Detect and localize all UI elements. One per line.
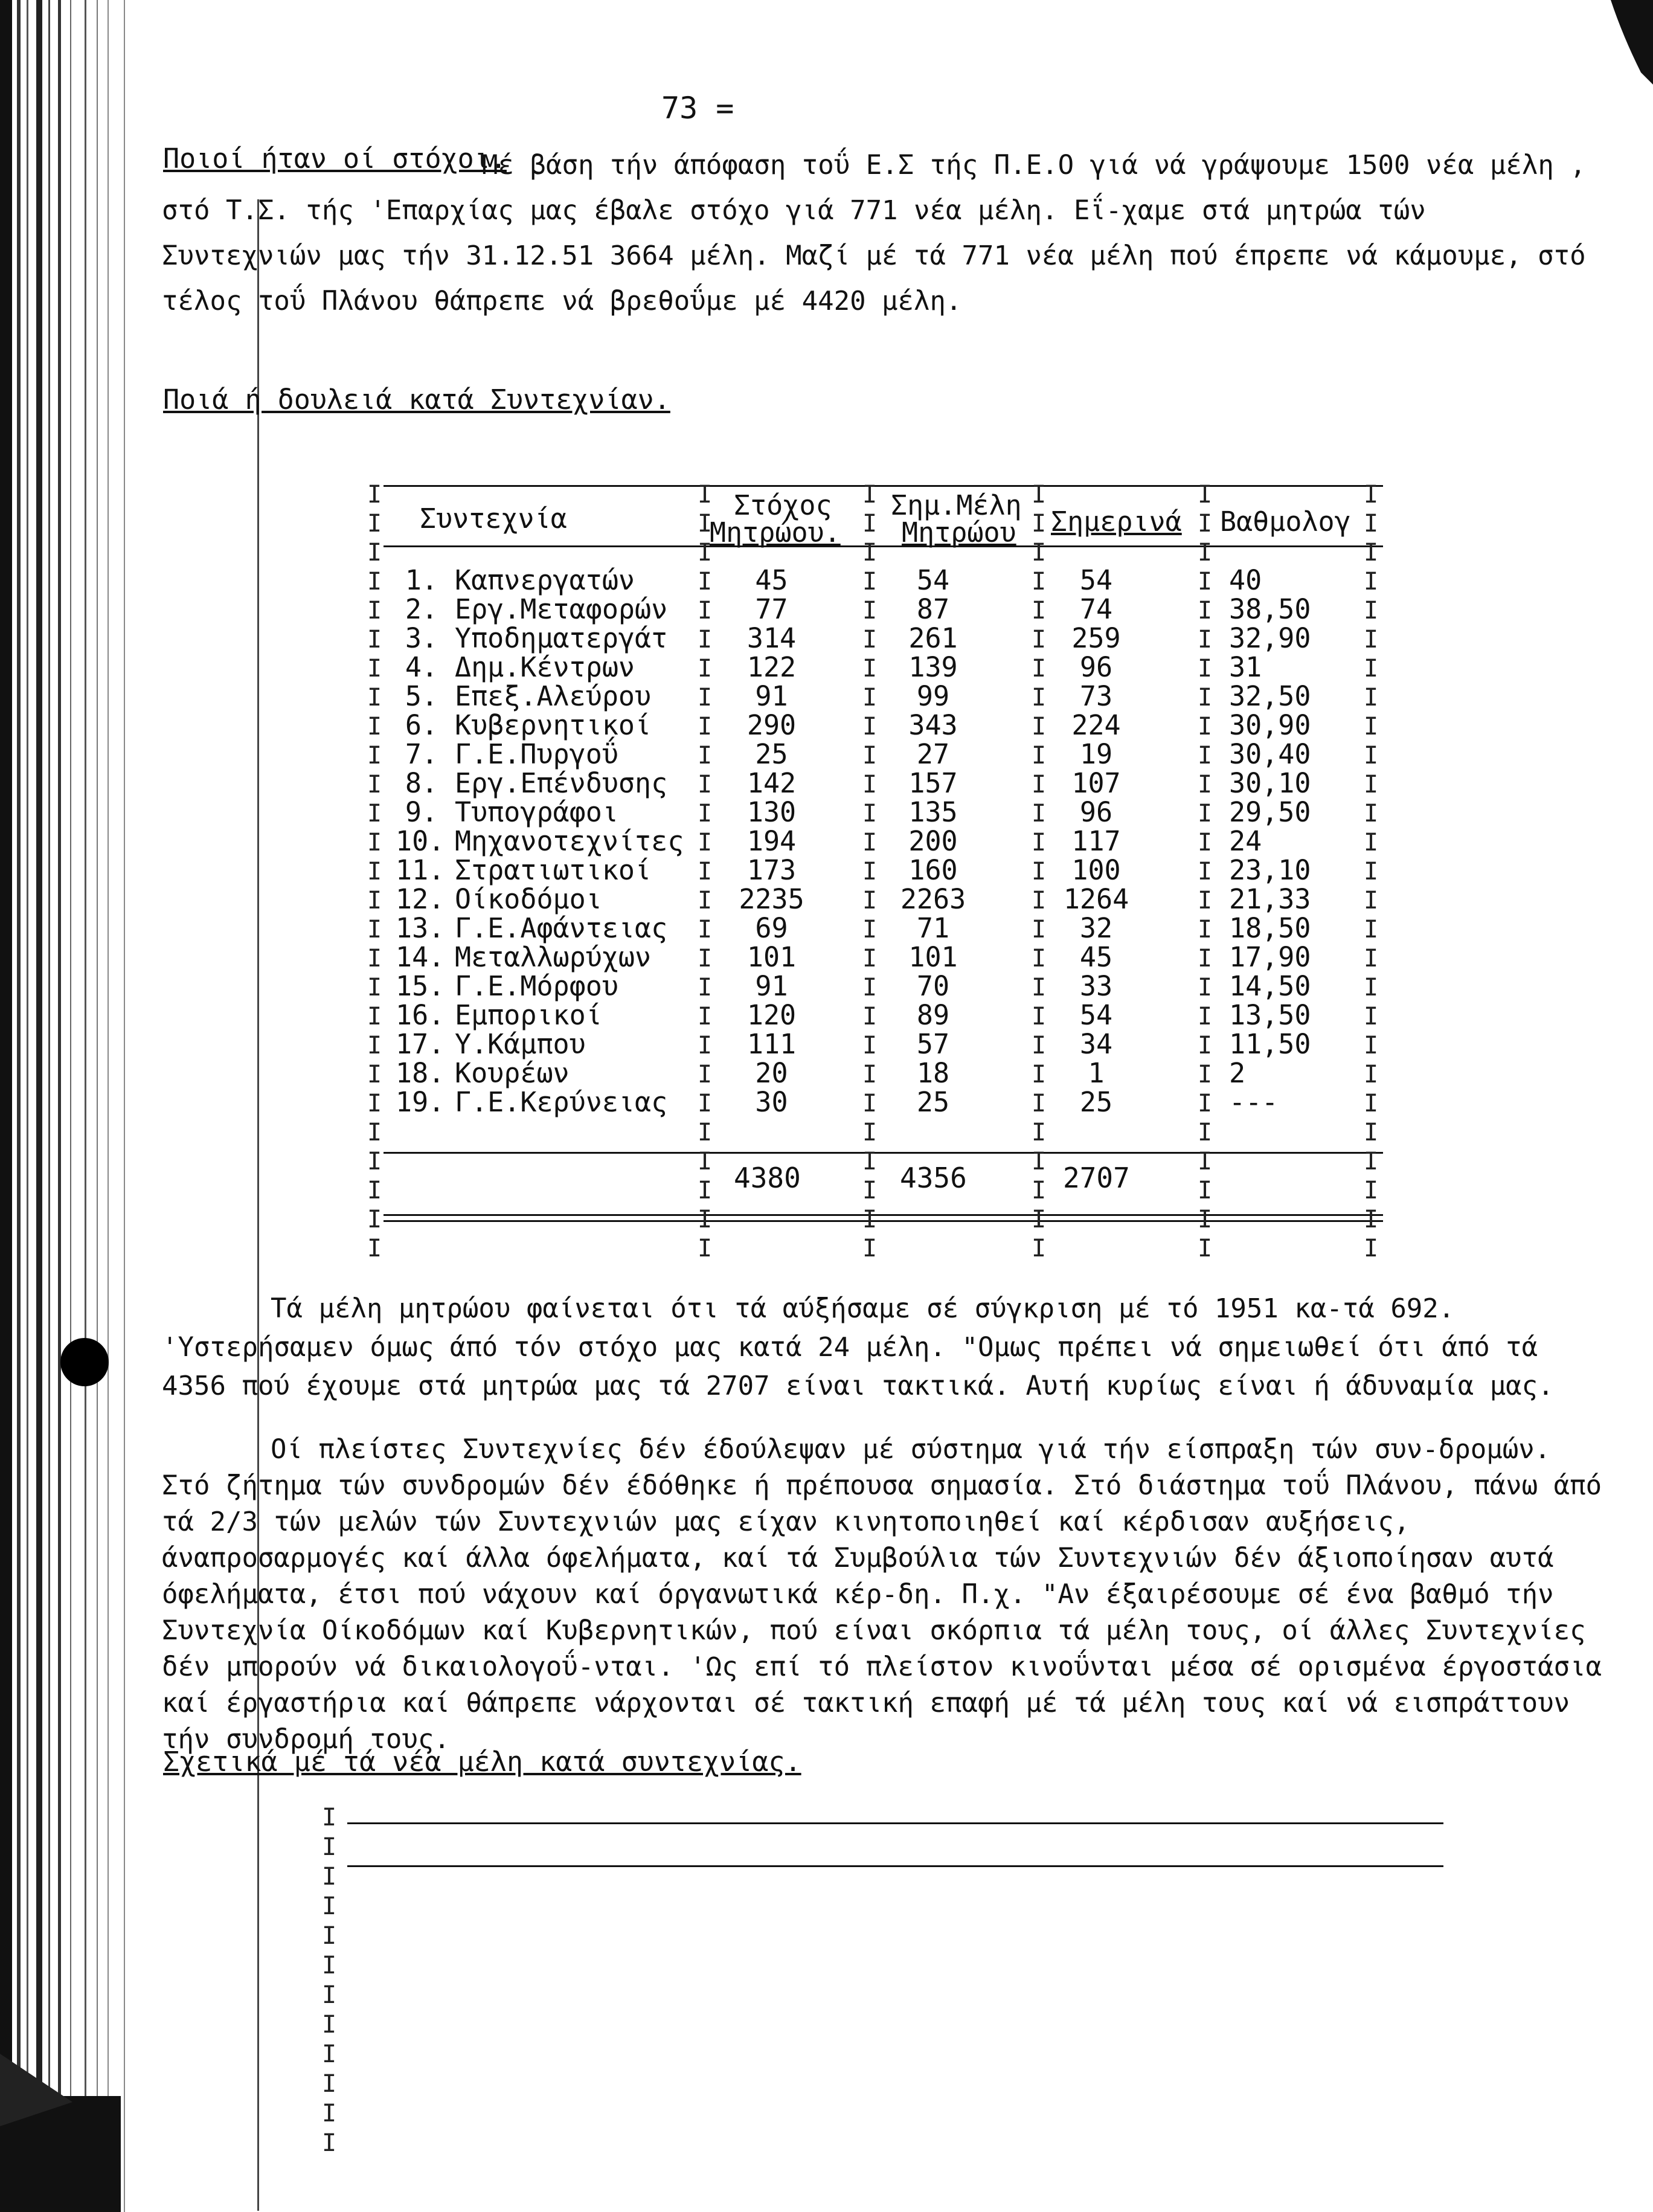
target-value: 173	[746, 854, 797, 886]
dues-paragraph	[162, 1432, 1608, 1758]
target-value: 122	[746, 651, 797, 683]
today-value: 25	[1079, 1086, 1113, 1118]
grade-value: 21,33	[1229, 883, 1311, 915]
registered-value: 89	[916, 999, 950, 1031]
scan-corner-mark	[1587, 0, 1653, 85]
today-value: 32	[1079, 912, 1113, 944]
row-number: 5.	[405, 680, 438, 712]
row-number: 13.	[396, 912, 445, 944]
union-name: Γ.Ε.Πυργοΰ	[455, 738, 618, 770]
union-name: Οίκοδόμοι	[455, 883, 602, 915]
page-number: 73 =	[661, 91, 734, 126]
table-bottom-rule-1	[384, 1214, 1383, 1216]
target-value: 91	[755, 970, 788, 1002]
table-row	[365, 711, 1386, 740]
target-value: 142	[746, 767, 797, 799]
grade-value: 38,50	[1229, 593, 1311, 625]
goals-paragraph: Μέ βάση τήν άπόφαση τοΰ Ε.Σ τής Π.Ε.Ο γιά νά γράψουμε 1500 νέα μέλη , στό Τ.Σ. τής 'Επαρχίας μας έβαλε στόχο γιά 771 νέα μέλη. Εΐ-χαμε στά μητρώα τών Συντεχνιών μας τήν 31.12.51 3664 μέλη. Μαζί μέ τά 771 νέα μέλη πού έπρεπε νά κάμουμε, στό τέλος τοΰ Πλάνου θάπρεπε νά βρεθοΰμε μέ 4420 μέλη.	[162, 150, 1586, 317]
row-number: 11.	[396, 854, 445, 886]
union-name: Γ.Ε.Αφάντειας	[455, 912, 668, 944]
table-row	[365, 885, 1386, 914]
union-name: Υποδηματεργάτ	[455, 622, 668, 654]
today-value: 33	[1079, 970, 1113, 1002]
today-value: 224	[1071, 709, 1121, 741]
union-membership-table	[365, 480, 1386, 1265]
registered-value: 71	[916, 912, 950, 944]
today-value: 117	[1071, 825, 1121, 857]
grade-value: 29,50	[1229, 796, 1311, 828]
table-row	[365, 1030, 1386, 1059]
registered-value: 87	[916, 593, 950, 625]
union-name: Γ.Ε.Μόρφου	[455, 970, 618, 1002]
table-row	[365, 943, 1386, 972]
grade-value: 17,90	[1229, 941, 1311, 973]
registered-value: 99	[916, 680, 950, 712]
row-number: 6.	[405, 709, 438, 741]
target-value: 120	[746, 999, 797, 1031]
row-number: 19.	[396, 1086, 445, 1118]
column-rule: I I I I I I I I I I I I I I I I I I I I I I I I I I I	[1197, 481, 1213, 1262]
target-value: 111	[746, 1028, 797, 1060]
union-name: Εργ.Επένδυσης	[455, 767, 668, 799]
grade-value: 32,50	[1229, 680, 1311, 712]
table2-header-rule	[347, 1865, 1443, 1867]
today-value: 73	[1079, 680, 1113, 712]
row-number: 7.	[405, 738, 438, 770]
registered-value: 27	[916, 738, 950, 770]
table-row	[365, 1059, 1386, 1088]
table-row	[365, 566, 1386, 595]
membership-paragraph	[162, 1290, 1608, 1406]
grade-value: 32,90	[1229, 622, 1311, 654]
table-bottom-rule-2	[384, 1220, 1383, 1222]
target-value: 101	[746, 941, 797, 973]
grade-value: ---	[1229, 1086, 1279, 1118]
today-value: 45	[1079, 941, 1113, 973]
table-row	[365, 856, 1386, 885]
table-row	[365, 827, 1386, 856]
row-number: 9.	[405, 796, 438, 828]
header-union: Συντεχνία	[420, 503, 567, 535]
today-value: 96	[1079, 651, 1113, 683]
table-row	[365, 595, 1386, 624]
table-header-rule	[384, 545, 1383, 547]
header-registered-line1: Σημ.Μέλη	[891, 489, 1022, 521]
table-row	[365, 798, 1386, 827]
registered-value: 200	[908, 825, 958, 857]
row-number: 14.	[396, 941, 445, 973]
row-number: 16.	[396, 999, 445, 1031]
grade-value: 40	[1229, 564, 1262, 596]
today-value: 34	[1079, 1028, 1113, 1060]
union-name: Γ.Ε.Κερύνειας	[455, 1086, 668, 1118]
table2-top-rule	[347, 1822, 1443, 1824]
target-value: 91	[755, 680, 788, 712]
today-value: 259	[1071, 622, 1121, 654]
target-value: 45	[755, 564, 788, 596]
registered-value: 343	[908, 709, 958, 741]
grade-value: 31	[1229, 651, 1262, 683]
column-rule: I I I I I I I I I I I I	[321, 1804, 337, 2157]
grade-value: 2	[1229, 1057, 1246, 1089]
today-value: 100	[1071, 854, 1121, 886]
today-value: 54	[1079, 564, 1113, 596]
grade-value: 13,50	[1229, 999, 1311, 1031]
union-name: Υ.Κάμπου	[455, 1028, 586, 1060]
registered-value: 135	[908, 796, 958, 828]
table-row	[365, 682, 1386, 711]
grade-value: 23,10	[1229, 854, 1311, 886]
registered-value: 261	[908, 622, 958, 654]
union-name: Εργ.Μεταφορών	[455, 593, 668, 625]
target-value: 290	[746, 709, 797, 741]
registered-value: 2263	[900, 883, 966, 915]
union-name: Στρατιωτικοί	[455, 854, 652, 886]
row-number: 18.	[396, 1057, 445, 1089]
union-name: Καπνεργατών	[455, 564, 635, 596]
row-number: 17.	[396, 1028, 445, 1060]
header-target-line1: Στόχος	[734, 489, 832, 521]
grade-value: 11,50	[1229, 1028, 1311, 1060]
grade-value: 30,90	[1229, 709, 1311, 741]
total-registered: 4356	[900, 1162, 967, 1194]
target-value: 25	[755, 738, 788, 770]
today-value: 54	[1079, 999, 1113, 1031]
today-value: 1	[1088, 1057, 1105, 1089]
today-value: 1264	[1063, 883, 1129, 915]
header-registered-line2: Μητρώου	[902, 516, 1016, 548]
scan-edge-shadow	[0, 0, 154, 2212]
grade-value: 18,50	[1229, 912, 1311, 944]
registered-value: 70	[916, 970, 950, 1002]
union-name: Μηχανοτεχνίτες	[455, 825, 684, 857]
target-value: 130	[746, 796, 797, 828]
today-value: 96	[1079, 796, 1113, 828]
column-rule: I I I I I I I I I I I I I I I I I I I I I I I I I I I	[367, 481, 382, 1262]
target-value: 2235	[739, 883, 804, 915]
grade-value: 30,40	[1229, 738, 1311, 770]
union-name: Επεξ.Αλεύρου	[455, 680, 652, 712]
table-row	[365, 740, 1386, 769]
header-grade: Βαθμολογ	[1220, 506, 1351, 538]
grade-value: 24	[1229, 825, 1262, 857]
table-row	[365, 1088, 1386, 1117]
row-number: 15.	[396, 970, 445, 1002]
table-row	[365, 653, 1386, 682]
total-today: 2707	[1063, 1162, 1130, 1194]
heading-goals: Ποιοί ήταν οί στόχοι.	[163, 143, 507, 175]
header-target-line2: Μητρώου.	[710, 516, 841, 548]
margin-line	[257, 199, 260, 2211]
heading-new-members: Σχετικά μέ τά νέα μέλη κατά συντεχνίας.	[163, 1746, 801, 1778]
dues-text: Οί πλείστες Συντεχνίες δέν έδούλεψαν μέ σύστημα γιά τήν είσπραξη τών συν-δρομών. Στό ζήτημα τών συνδρομών δέν έδόθηκε ή πρέπουσα σημασία. Στό διάστημα τοΰ Πλάνου, πάνω άπό τά 2/3 τών μελών τών Συντεχνιών μας είχαν κινητοποιηθεί καί κέρδισαν αυξήσεις, άναπροσαρμογές καί άλλα όφελήματα, καί τά Συμβούλια τών Συντεχνιών δέν άξιοποίησαν αυτά όφελήματα, έτσι πού νάχουν καί όργανωτικά κέρ-δη. Π.χ. "Αν έξαιρέσουμε σέ ένα βαθμό τήν Συντεχνία Οίκοδόμων καί Κυβερνητικών, πού είναι σκόρπια τά μέλη τους, οί άλλες Συντεχνίες δέν μπορούν νά δικαιολογοΰ-νται. 'Ως επί τό πλείστον κινοΰνται μέσα σέ ορισμένα έργοστάσια καί έργαστήρια καί θάπρεπε νάρχονται σέ τακτική επαφή μέ τά μέλη τους καί νά εισπράττουν τήν συνδρομή τους.	[162, 1434, 1602, 1755]
row-number: 12.	[396, 883, 445, 915]
table-row	[365, 769, 1386, 798]
table-row	[365, 972, 1386, 1001]
column-rule: I I I I I I I I I I I I I I I I I I I I I I I I I I I	[697, 481, 713, 1262]
total-target: 4380	[734, 1162, 801, 1194]
registered-value: 54	[916, 564, 950, 596]
today-value: 107	[1071, 767, 1121, 799]
row-number: 2.	[405, 593, 438, 625]
registered-value: 139	[908, 651, 958, 683]
table-row	[365, 1001, 1386, 1030]
row-number: 4.	[405, 651, 438, 683]
registered-value: 57	[916, 1028, 950, 1060]
column-rule: I I I I I I I I I I I I I I I I I I I I I I I I I I I	[1031, 481, 1047, 1262]
registered-value: 18	[916, 1057, 950, 1089]
registered-value: 160	[908, 854, 958, 886]
punch-hole	[60, 1338, 109, 1386]
grade-value: 14,50	[1229, 970, 1311, 1002]
membership-text: Τά μέλη μητρώου φαίνεται ότι τά αύξήσαμε σέ σύγκριση μέ τό 1951 κα-τά 692. 'Υστερήσαμεν όμως άπό τόν στόχο μας κατά 24 μέλη. "Ομως πρέπει νά σημειωθεί ότι άπό τά 4356 πού έχουμε στά μητρώα μας τά 2707 είναι τακτικά. Αυτή κυρίως είναι ή άδυναμία μας.	[162, 1293, 1554, 1401]
union-name: Κουρέων	[455, 1057, 570, 1089]
table-row	[365, 624, 1386, 653]
today-value: 74	[1079, 593, 1113, 625]
table-totals-rule	[384, 1152, 1383, 1154]
union-name: Τυπογράφοι	[455, 796, 618, 828]
registered-value: 101	[908, 941, 958, 973]
target-value: 314	[746, 622, 797, 654]
target-value: 30	[755, 1086, 788, 1118]
table-row	[365, 914, 1386, 943]
target-value: 77	[755, 593, 788, 625]
union-name: Μεταλλωρύχων	[455, 941, 652, 973]
new-members-table	[320, 1803, 1443, 2178]
row-number: 8.	[405, 767, 438, 799]
target-value: 69	[755, 912, 788, 944]
column-rule: I I I I I I I I I I I I I I I I I I I I I I I I I I I	[862, 481, 878, 1262]
row-number: 10.	[396, 825, 445, 857]
union-name: Εμπορικοί	[455, 999, 602, 1031]
today-value: 19	[1079, 738, 1113, 770]
target-value: 194	[746, 825, 797, 857]
row-number: 3.	[405, 622, 438, 654]
table-top-rule	[384, 485, 1383, 487]
column-rule: I I I I I I I I I I I I I I I I I I I I I I I I I I I	[1363, 481, 1379, 1262]
registered-value: 25	[916, 1086, 950, 1118]
union-name: Κυβερνητικοί	[455, 709, 652, 741]
header-today: Σημερινά	[1051, 506, 1182, 538]
registered-value: 157	[908, 767, 958, 799]
row-number: 1.	[405, 564, 438, 596]
target-value: 20	[755, 1057, 788, 1089]
heading-work-by-union: Ποιά ή δουλειά κατά Συντεχνίαν.	[163, 384, 670, 416]
union-name: Δημ.Κέντρων	[455, 651, 635, 683]
grade-value: 30,10	[1229, 767, 1311, 799]
